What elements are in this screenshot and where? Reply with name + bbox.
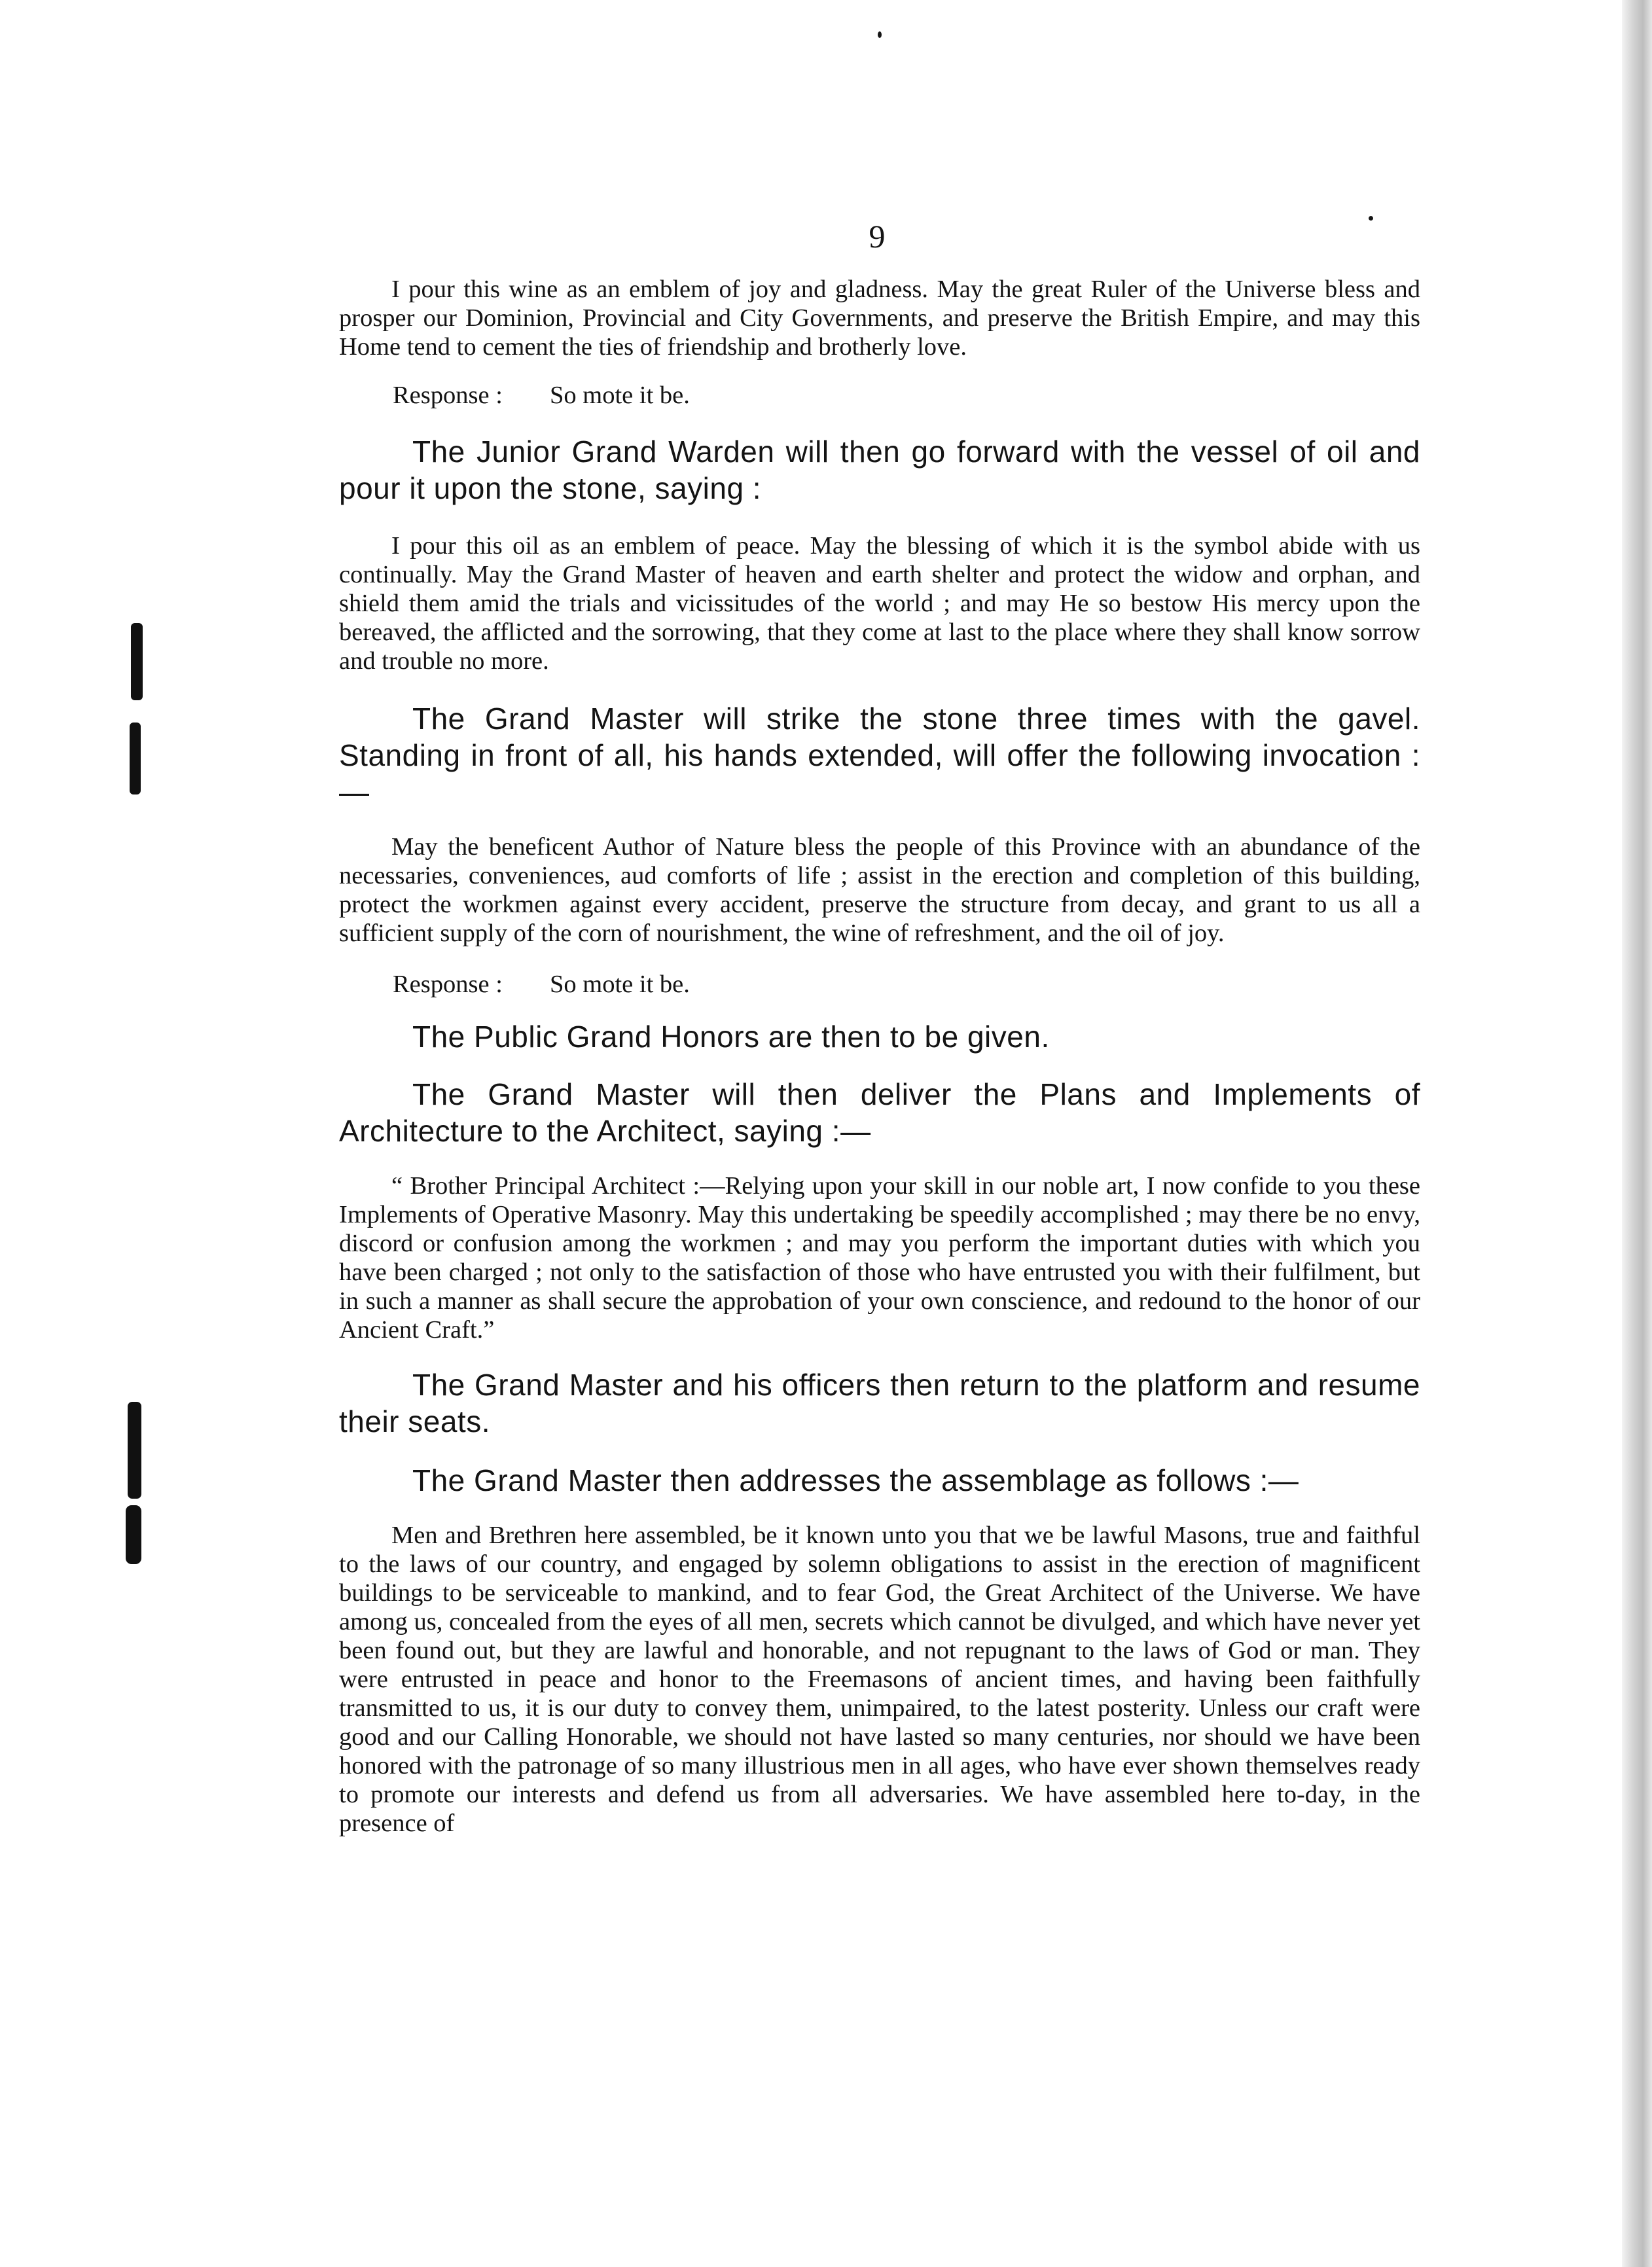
- page-edge-shadow: [1622, 0, 1652, 2267]
- response-text: So mote it be.: [550, 382, 690, 409]
- response-text: So mote it be.: [550, 971, 690, 998]
- page-number: 9: [869, 218, 886, 255]
- response-line: [339, 381, 1420, 410]
- rubric-address-assemblage: The Grand Master then addresses the assemblage as follows :—: [412, 1463, 1299, 1497]
- response-label: Response :: [393, 971, 503, 998]
- binding-mark: [128, 1402, 141, 1499]
- rubric-junior-grand-warden: The Junior Grand Warden will then go forward with the vessel of oil and pour it upon the stone, saying :: [339, 435, 1420, 505]
- rubric-deliver-plans: The Grand Master will then deliver the Plans and Implements of Architecture to the Architect, saying :—: [339, 1077, 1420, 1148]
- address-to-assemblage: Men and Brethren here assembled, be it known unto you that we be lawful Masons, true and faithful to the laws of our country, and engaged by solemn obligations to assist in the erection of magnificent buildings to be serviceable to mankind, and to fear God, the Great Architect of the Universe. We have among us, concealed from the eyes of all men, secrets which cannot be divulged, and which have never yet been found out, but they are lawful and honorable, and not repugnant to the laws of God or man. They were entrusted in peace and honor to the Freemasons of ancient times, and having been faithfully transmitted to us, it is our duty to convey them, unimpaired, to the latest posterity. Unless our craft were good and our Calling Honorable, we should not have lasted so many centuries, nor should we have been honored with the patronage of so many illustrious men in all ages, who have ever shown themselves ready to promote our interests and defend us from all adversaries. We have assembled here to-day, in the presence of: [339, 1522, 1420, 1837]
- rubric-strike-stone: The Grand Master will strike the stone three times with the gavel. Standing in front of all, his hands extended, will offer the following invocation :—: [339, 702, 1420, 809]
- response-label: Response :: [393, 382, 503, 409]
- binding-mark: [131, 623, 143, 700]
- page-body: [339, 275, 1420, 1838]
- binding-mark: [130, 723, 141, 794]
- rubric-public-grand-honors: The Public Grand Honors are then to be given.: [412, 1020, 1050, 1054]
- oil-prayer: I pour this oil as an emblem of peace. May the blessing of which it is the symbol abide with us continually. May the Grand Master of heaven and earth shelter and protect the widow and orphan, and shield them amid the trials and vicissitudes of the world ; and may He so bestow His mercy upon the bereaved, the afflicted and the sorrowing, that they come at last to the place where they shall know sorrow and trouble no more.: [339, 532, 1420, 675]
- invocation: May the beneficent Author of Nature bless the people of this Province with an abundance of the necessaries, conveniences, aud comforts of life ; assist in the erection and completion of this building, protect the workmen against every accident, preserve the structure from decay, and grant to us all a sufficient supply of the corn of nourishment, the wine of refreshment, and the oil of joy.: [339, 833, 1420, 947]
- architect-charge: “ Brother Principal Architect :—Relying upon your skill in our noble art, I now confide to you these Implements of Operative Masonry. May this undertaking be speedily accomplished ; may there be no envy, discord or confusion among the workmen ; and may you perform the important duties with which you have been charged ; not only to the satisfaction of those who have entrusted you with their fulfilment, but in such a manner as shall secure the approbation of your own conscience, and redound to the honor of our Ancient Craft.”: [339, 1172, 1420, 1344]
- response-line: [339, 970, 1420, 999]
- wine-prayer: I pour this wine as an emblem of joy and gladness. May the great Ruler of the Universe bless and prosper our Dominion, Provincial and City Governments, and preserve the British Empire, and may this Home tend to cement the ties of friendship and brotherly love.: [339, 276, 1420, 361]
- binding-mark: [126, 1505, 141, 1564]
- ink-speck: [878, 31, 882, 38]
- rubric-return-to-platform: The Grand Master and his officers then return to the platform and resume their seats.: [339, 1368, 1420, 1438]
